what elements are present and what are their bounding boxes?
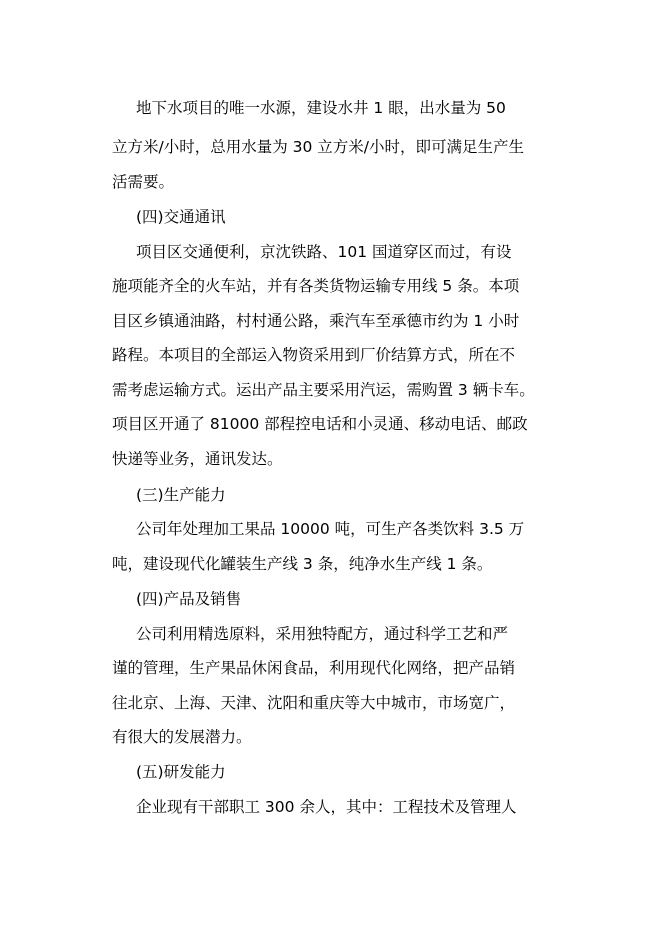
paragraph-transport-line-3: 目区乡镇通油路，村村通公路，乘汽车至承德市约为 1 小时 bbox=[112, 312, 520, 330]
section-heading-capacity: (三)生产能力 bbox=[136, 486, 226, 504]
paragraph-transport-line-2: 施项能齐全的火车站，并有各类货物运输专用线 5 条。本项 bbox=[112, 277, 520, 295]
section-heading-rnd: (五)研发能力 bbox=[136, 763, 226, 781]
section-heading-transport: (四)交通通讯 bbox=[136, 208, 226, 226]
paragraph-transport-line-1: 项目区交通便利，京沈铁路、101 国道穿区而过，有设 bbox=[136, 243, 512, 261]
section-heading-products: (四)产品及销售 bbox=[136, 590, 242, 608]
paragraph-transport-line-4: 路程。本项目的全部运入物资采用到厂价结算方式，所在不 bbox=[112, 346, 516, 364]
paragraph-products-line-2: 谨的管理，生产果品休闲食品，利用现代化网络，把产品销 bbox=[112, 659, 516, 677]
paragraph-water-line-3: 活需要。 bbox=[112, 173, 175, 191]
paragraph-water-line-1: 地下水项目的唯一水源，建设水井 1 眼，出水量为 50 bbox=[136, 99, 506, 117]
paragraph-transport-line-5: 需考虑运输方式。运出产品主要采用汽运，需购置 3 辆卡车。 bbox=[112, 381, 535, 399]
paragraph-transport-line-6: 项目区开通了 81000 部程控电话和小灵通、移动电话、邮政 bbox=[112, 415, 528, 433]
paragraph-transport-line-7: 快递等业务，通讯发达。 bbox=[112, 450, 283, 468]
paragraph-water-line-2: 立方米/小时，总用水量为 30 立方米/小时，即可满足生产生 bbox=[112, 138, 525, 156]
paragraph-capacity-line-1: 公司年处理加工果品 10000 吨，可生产各类饮料 3.5 万 bbox=[136, 520, 525, 538]
paragraph-products-line-1: 公司利用精选原料，采用独特配方，通过科学工艺和严 bbox=[136, 625, 509, 643]
paragraph-products-line-4: 有很大的发展潜力。 bbox=[112, 728, 252, 746]
paragraph-capacity-line-2: 吨，建设现代化罐装生产线 3 条，纯净水生产线 1 条。 bbox=[112, 555, 493, 573]
paragraph-rnd-line-1: 企业现有干部职工 300 余人，其中：工程技术及管理人 bbox=[136, 798, 517, 816]
paragraph-products-line-3: 往北京、上海、天津、沈阳和重庆等大中城市，市场宽广， bbox=[112, 694, 516, 712]
